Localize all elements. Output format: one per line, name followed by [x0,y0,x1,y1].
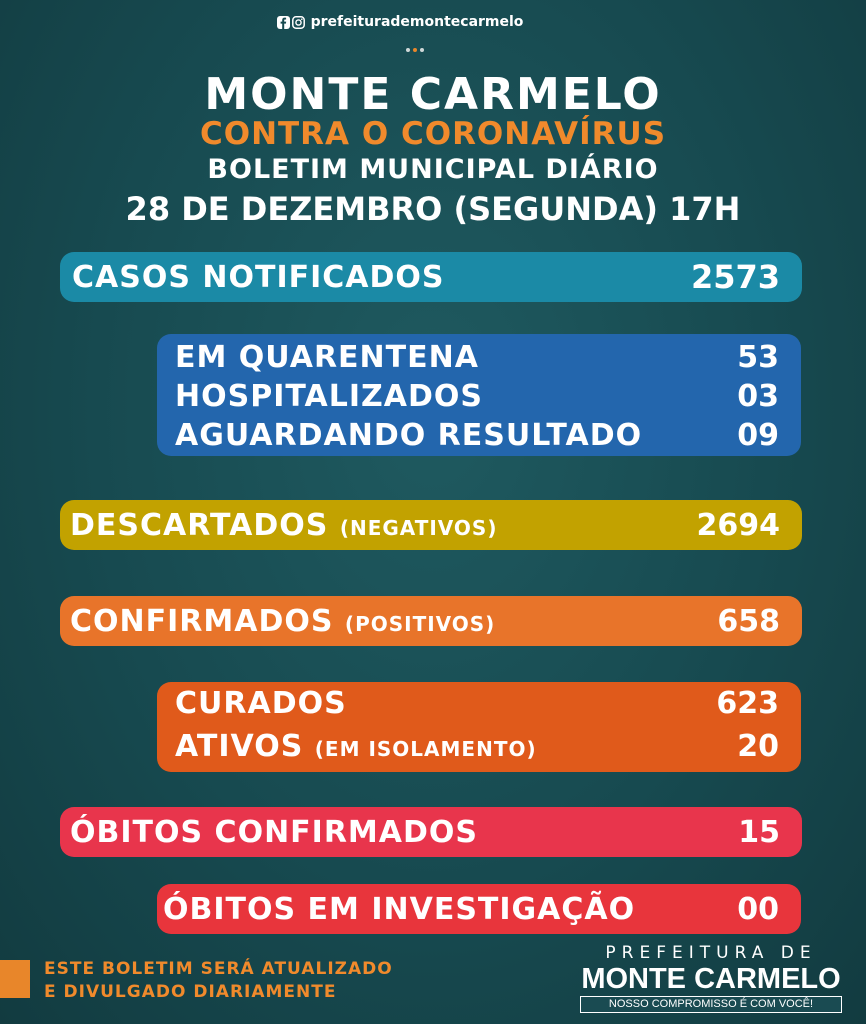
ativos-value: 20 [737,729,779,764]
bulletin-heading: BOLETIM MUNICIPAL DIÁRIO [207,154,659,185]
prefeitura-logo [580,943,842,1013]
aguardando-label: AGUARDANDO RESULTADO [175,418,643,453]
aguardando-value: 09 [737,418,779,453]
dot [406,48,410,52]
list-item [175,416,779,455]
confirmados-label [70,604,495,639]
page-subtitle: CONTRA O CORONAVÍRUS [199,116,667,152]
decorative-dots [0,48,830,52]
descartados-label [70,508,497,543]
list-item [175,682,779,725]
obitos-bar [60,807,802,857]
logo-main: MONTE CARMELO [581,963,841,995]
list-item [175,377,779,416]
casos-label: CASOS NOTIFICADOS [72,259,445,295]
descartados-value: 2694 [696,507,780,543]
social-handle-row [0,14,800,30]
dot [413,48,417,52]
quarentena-value: 53 [737,340,779,375]
note-line-2: E DIVULGADO DIARIAMENTE [44,982,337,1002]
instagram-icon [292,16,305,29]
facebook-icon [277,16,290,29]
note-marker [0,960,30,998]
casos-notificados-bar [60,252,802,302]
update-note [44,958,393,1004]
confirmados-bar [60,596,802,646]
descartados-bar [60,500,802,550]
ativos-title: ATIVOS [175,729,304,764]
descartados-title: DESCARTADOS [70,507,329,543]
bulletin-date: 28 DE DEZEMBRO (SEGUNDA) 17H [125,190,741,228]
curados-value: 623 [716,686,779,721]
hospitalizados-label: HOSPITALIZADOS [175,379,483,414]
logo-top: PREFEITURA DE [605,943,817,963]
quarentena-box [157,334,801,456]
social-handle-text: prefeiturademontecarmelo [310,14,524,30]
quarentena-label: EM QUARENTENA [175,340,479,375]
list-item [175,725,779,768]
logo-tagline: NOSSO COMPROMISSO É COM VOCÊ! [580,996,842,1013]
social-icons [277,16,305,29]
confirmados-sub: (POSITIVOS) [344,611,496,636]
confirmados-title: CONFIRMADOS [70,603,334,639]
ativos-sub: (EM ISOLAMENTO) [314,737,537,761]
investigacao-bar [157,884,801,934]
obitos-label: ÓBITOS CONFIRMADOS [70,814,479,850]
investigacao-label: ÓBITOS EM INVESTIGAÇÃO [163,891,636,927]
hospitalizados-value: 03 [737,379,779,414]
obitos-value: 15 [738,814,780,850]
note-line-1: ESTE BOLETIM SERÁ ATUALIZADO [44,959,393,979]
investigacao-value: 00 [737,891,779,927]
descartados-sub: (NEGATIVOS) [339,515,498,540]
curados-label: CURADOS [175,686,347,721]
dot [420,48,424,52]
page-title: MONTE CARMELO [204,69,662,120]
curados-box [157,682,801,772]
confirmados-value: 658 [717,603,780,639]
ativos-label [175,729,537,764]
casos-value: 2573 [690,258,780,296]
list-item [175,338,779,377]
